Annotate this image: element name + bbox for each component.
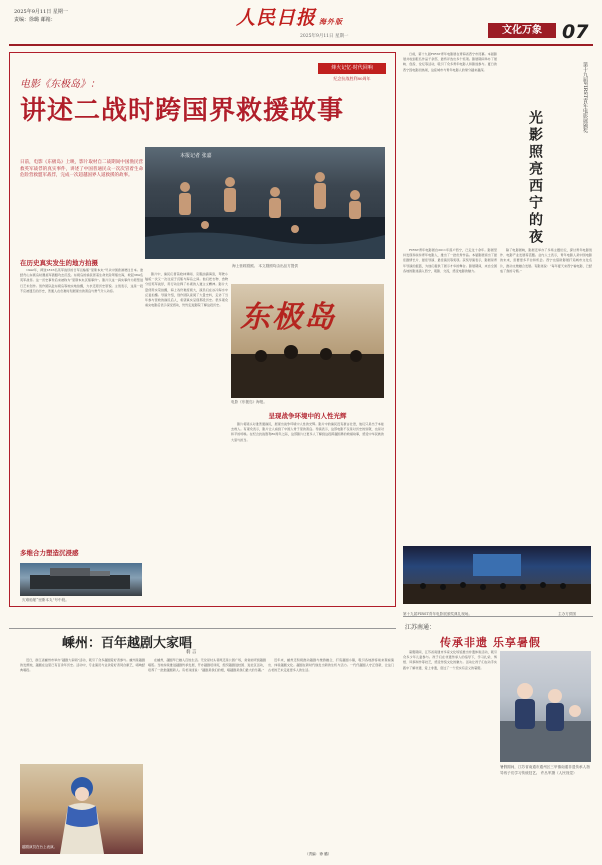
- article-paragraph: 日前，第十九届FIRST青年电影展在青海省西宁市闭幕。本届影展共收到报名作品千余部，最终评选出多个奖项。影展期间举办了展映、创投、论坛等活动，吸引了众多青年电影人和影迷参与。夏日的西宁因电影而热闹，这座城市与青年电影人的缘分越来越深。: [403, 52, 497, 72]
- page-number: 07: [562, 21, 589, 43]
- heritage-text: [403, 650, 497, 855]
- ship-photo-caption: 灾难船舶“里斯本丸”号中段。: [22, 598, 69, 602]
- heritage-photo-caption: 暑假期间，江苏省南通市通州区三甲镇南通非遗传承人指导孩子们学习传统技艺。 许丛军摄（人民视觉）: [500, 765, 590, 775]
- article-column-1: [20, 268, 143, 548]
- heritage-class-illustration: [500, 651, 591, 762]
- logo-text: 人民日报: [236, 7, 317, 29]
- feature-headline: 讲述二战时跨国界救援故事: [20, 96, 345, 126]
- article-paragraph: 在嵊州，越剧早已融入百姓生活。无论是村头巷尾还是公园广场，常常能听到越剧唱腔。当地持续推进越剧传承发展，开办越剧培训班，组织越剧进校园、进社区活动，培养了一批批越剧新人。有老戏迷说：“越剧是我们的根，唱越剧是我们最大的乐趣。”: [148, 658, 266, 673]
- article-column-3: [231, 422, 384, 602]
- feature-kicker: 电影《东极岛》：: [20, 79, 100, 90]
- masthead-rule: [9, 44, 593, 46]
- article-paragraph: 1942年，押送1816名英军战俘的日军运输船“里斯本丸”号从中国香港驶往日本。途经舟山东极岛时遭美军潜艇攻击沉没。东极岛的渔民冒着生命危险驾船出海，救起384名英军战俘。这一历史事件后来被称为“里斯本丸沉船事件”。影片以这一真实事件为原型进行艺术创作。创作团队赴东极岛等地实地拍摄，力求还原历史原貌。主创表示，这是一段不应被遗忘的历史，普通人在危难时刻展现出的善良与勇气令人动容。: [20, 268, 143, 293]
- heritage-photo: [500, 651, 591, 762]
- article-column-2: [145, 272, 228, 602]
- yue-opera-column-2: [148, 658, 266, 858]
- email-label: 邮箱：: [40, 17, 56, 23]
- ship-illustration: [20, 563, 142, 596]
- yue-opera-photo: [20, 764, 143, 854]
- issue-date: 2025年9月11日 星期一: [14, 9, 68, 15]
- series-banner-sub: 纪念抗战胜利80周年: [333, 76, 371, 81]
- poster-caption: 电影《东极岛》海报。: [231, 400, 267, 404]
- yue-opera-column-1: [20, 658, 145, 761]
- article-paragraph: 近年来，嵊州还积极推动越剧与旅游融合，打造越剧小镇，吸引各地游客前来观看演出、体验越剧文化。越剧在新时代焕发出新的生机与活力。一代代越剧人守正创新，让这门古老的艺术走进更多人的生活。: [268, 658, 394, 673]
- yue-opera-column-3: [268, 658, 394, 853]
- rescue-photo-caption: 海上营救剧照。 本文剧照均由出品方提供: [232, 264, 298, 268]
- festival-title: 光影照亮西宁的夜: [527, 110, 543, 246]
- section-label: 文化万象: [488, 23, 556, 38]
- feature-byline: 本报记者 张嘉: [180, 153, 212, 159]
- yue-opera-author: 翁 言: [186, 650, 197, 655]
- festival-title-small: 第十九届FIRST青年电影展颁奖: [582, 62, 588, 133]
- editor-name: 责编：徐璐: [14, 17, 40, 23]
- film-festival-column-1: [403, 52, 497, 242]
- logo-sub: 海外版: [319, 17, 344, 26]
- section-divider-right: [403, 616, 593, 617]
- opera-performer-illustration: [20, 764, 143, 854]
- article-paragraph: 影片中，渔民们冒着枪林弹雨、克服汹涌海浪，驾驶小舢板一次又一次往返于沉船与海岛之间。他们把衣物、食物分给英军战俘，用行动诠释了朴素的人道主义精神。影片大量使用实景拍摄，海上戏份难度极大，演员们在冰冷海水中反复拍摄。导演介绍，创作团队查阅了大量史料，走访了当年参与营救的渔民后人，希望真实呈现那段历史。很多观众看完电影后表示深受感动，纷纷走进影院了解这段历史。: [145, 272, 228, 308]
- section-divider: [9, 628, 396, 629]
- subheading-humanity: 呈现战争环境中的人性光辉: [268, 412, 347, 420]
- rescue-scene-photo: [145, 147, 385, 259]
- editor-line: [14, 16, 56, 23]
- film-festival-column-2: [403, 248, 497, 588]
- series-banner: 烽火记忆·时代回响: [318, 63, 386, 74]
- festival-photo-caption: 第十九届FIRST青年电影展颁奖典礼现场。: [403, 612, 472, 616]
- feature-lead: 日前，电影《东极岛》上映，影片取材自二战期间中国渔民营救英军战俘的真实事件，讲述了中国普通民众一次次冒着生命危险营救盟军战俘，完成一次超越国界人道救援的故事。: [20, 160, 143, 179]
- yue-opera-headline: 嵊州：百年越剧大家唱: [62, 636, 193, 651]
- rescue-scene-illustration: [145, 147, 385, 259]
- newspaper-logo: [236, 3, 343, 30]
- ceremony-illustration: [403, 546, 591, 604]
- subheading-immersion: 多维合力塑造沉浸感: [20, 549, 79, 557]
- subheading-location: 在历史真实发生的地方拍摄: [20, 259, 98, 267]
- article-paragraph: 暑假期间，江苏省南通市多家文化场馆推出非遗体验活动，吸引众多少年儿童参与。孩子们在非遗传承人的指导下，学习扎染、剪纸、风筝制作等技艺，感受传统文化的魅力。活动让孩子们在动手实践中了解非遗、爱上非遗，度过了一个充实有意义的暑假。: [403, 650, 497, 670]
- article-paragraph: 近日，浙江省嵊州市举办“越剧大家唱”活动，吸引了众多越剧爱好者参与。嵊州是越剧的发源地，越剧在这里已有百余年历史。活动中，专业演员与业余爱好者同台献艺，唱响经典唱段。: [20, 658, 145, 673]
- festival-photo-credit: 主办方供图: [558, 612, 576, 616]
- film-festival-column-3: [500, 248, 592, 588]
- heritage-title: 传承非遗 乐享暑假: [440, 636, 541, 649]
- yue-opera-caption: 越剧演员在台上表演。: [22, 845, 57, 849]
- yue-opera-editor: （责编：徐 璐）: [305, 852, 332, 856]
- ship-photo: [20, 563, 142, 596]
- heritage-region: 江苏南通：: [405, 624, 436, 631]
- festival-ceremony-photo: [403, 546, 591, 604]
- masthead: [0, 0, 602, 46]
- article-paragraph: 影片将镜头对准普通渔民，展现出战争环境中人性的光辉。影片中的渔民没有豪言壮语，他们只是出于本能去救人。有观众表示，影片让人看到了中国人骨子里的善良。导演表示，这部电影不仅是对历史的致敬，也是对和平的呼唤。在纪念抗战胜利80周年之际，这部影片让更多人了解到这段跨越国界的救援故事，感受中华民族的大爱与担当。: [231, 422, 384, 442]
- issue-date-right: 2025年9月11日 星期一: [300, 34, 349, 39]
- article-paragraph: 除了电影展映，影展还举办了多场主题论坛，探讨青年电影创作、电影产业发展等话题。业内人士表示，青年电影人是中国电影的未来，需要更多平台和机会。西宁也借助影展打造城市文化名片，推动文旅融合发展。有影迷说：“每年夏天来西宁看电影，已经成了我的习惯。”: [500, 248, 592, 273]
- poster-title: 东极岛: [240, 300, 336, 335]
- article-paragraph: FIRST青年电影展自2011年落户西宁，已走过十余年。影展坚持发现和扶持青年电影人，推出了一批优秀作品。本届影展颁出了最佳剧情长片、最佳导演、最佳演员等奖项。获奖导演表示，影展是青年导演的摇篮，为他们提供了展示才华的舞台。影展期间，来自全国各地的影迷涌入西宁，观影、交流，感受电影的魅力。: [403, 248, 497, 273]
